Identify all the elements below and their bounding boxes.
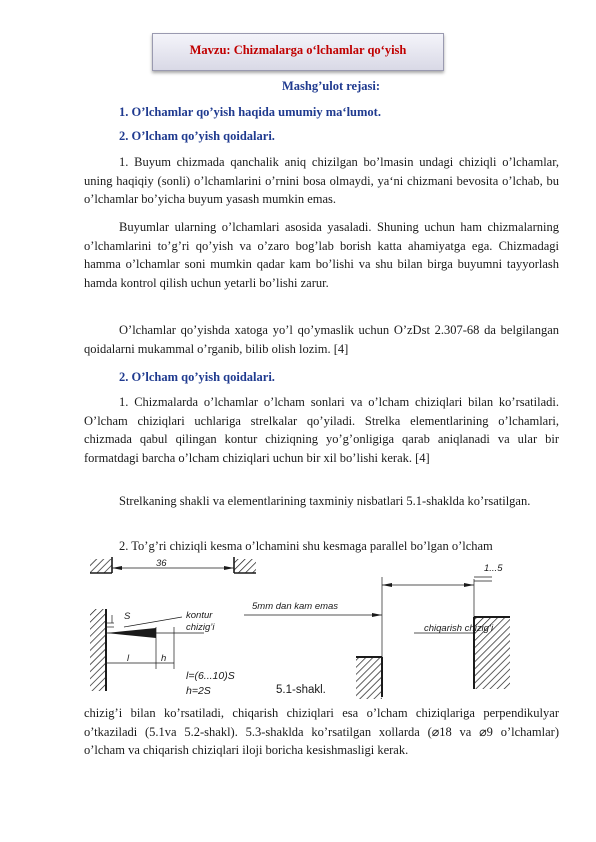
figure-caption: 5.1-shakl.	[276, 684, 326, 696]
s-label: S	[124, 611, 131, 622]
paragraph-5: Strelkaning shakli va elementlarining taxminiy nisbatlari 5.1-shaklda ko’rsatilgan.	[119, 494, 531, 508]
paragraph-7: chizig’i bilan ko’rsatiladi, chiqarish chiziqlari esa o’lcham chiziqlariga perpendikulyar o’tkaziladi (5.1va 5.2-shakl). 5.3-shaklda ko’rsatilgan xollarda (⌀18 va ⌀9 o’lchamlar) o’lcham va chiqarish chiziqlari iloji boricha kesishmasligi kerak.	[84, 706, 559, 758]
paragraph-4: 1. Chizmalarda o’lchamlar o’lcham sonlari va o’lcham chiziqlari bilan ko’rsatiladi. O’lcham chiziqlari uchlariga strelkalar qo’yiladi. Strelka elementlarining o’lchamlari, chizmada qabul qilingan kontur chiziqning yo’g’onligiga qarab aniqlanadi va ular bir formatdagi barcha o’lcham chiziqlari uchun bir xil bo’lishi kerak. [4]	[84, 395, 559, 465]
note-5mm: 5mm dan kam emas	[252, 601, 339, 612]
paragraph-1: 1. Buyum chizmada qanchalik aniq chizilgan bo’lmasin undagi chiziqli o’lchamlar, uning haqiqiy (sonli) o’lchamlarini o’rnini bosa olmaydi, ya‘ni chizmani bevosita o’lchab, bu o’lchamlar bo’yicha buyum yasash mumkin emas.	[84, 155, 559, 207]
paragraph-2: Buyumlar ularning o’lchamlari asosida yasaladi. Shuning uchun ham chizmalarning o’lchamlarini to’g’ri qo’yish va o’zaro bog’lab borish katta ahamiyatga ega. Chizmadagi hamma o’lchamlar soni mumkin qadar kam bo’lishi va shu bilan birga buyumni tayyorlash hamda kontrol qilish uchun yetarli bo’lishi zarur.	[84, 220, 559, 290]
page-title: Mavzu: Chizmalarga o‘lchamlar qo‘yish	[189, 43, 407, 57]
dim-36-label: 36	[156, 558, 167, 569]
range-label: 1...5	[484, 563, 503, 574]
kontur-label-1: kontur	[186, 610, 213, 621]
paragraph-3: O’lchamlar qo’yishda xatoga yo’l qo’ymaslik uchun O’zDst 2.307-68 da belgilangan qoidalarni mukammal o’rganib, bilib olish lozim. [4]	[84, 323, 559, 356]
section-heading-2: 2. O’lcham qo’yish qoidalari.	[119, 370, 275, 384]
paragraph-6: 2. To’g’ri chiziqli kesma o’lchamini shu kesmaga parallel bo’lgan o’lcham	[119, 539, 493, 553]
extension-line-drawing	[244, 563, 510, 699]
title-box	[152, 33, 444, 71]
formula-h: h=2S	[186, 685, 211, 697]
plan-item-2: 2. O’lcham qo’yish qoidalari.	[119, 129, 275, 143]
figure-5-1	[84, 557, 564, 703]
arrow-proportion-drawing	[90, 609, 235, 697]
h-label: h	[161, 653, 167, 664]
plan-item-1: 1. O’lchamlar qo’yish haqida umumiy ma‘lumot.	[119, 105, 381, 119]
formula-l: l=(6...10)S	[186, 670, 235, 682]
dimension-36-drawing	[90, 557, 256, 573]
plan-heading: Mashg’ulot rejasi:	[282, 79, 381, 93]
kontur-label-2: chizig’i	[186, 622, 215, 633]
l-label: l	[127, 653, 130, 664]
chiqarish-label: chiqarish chizig’i	[424, 623, 494, 634]
